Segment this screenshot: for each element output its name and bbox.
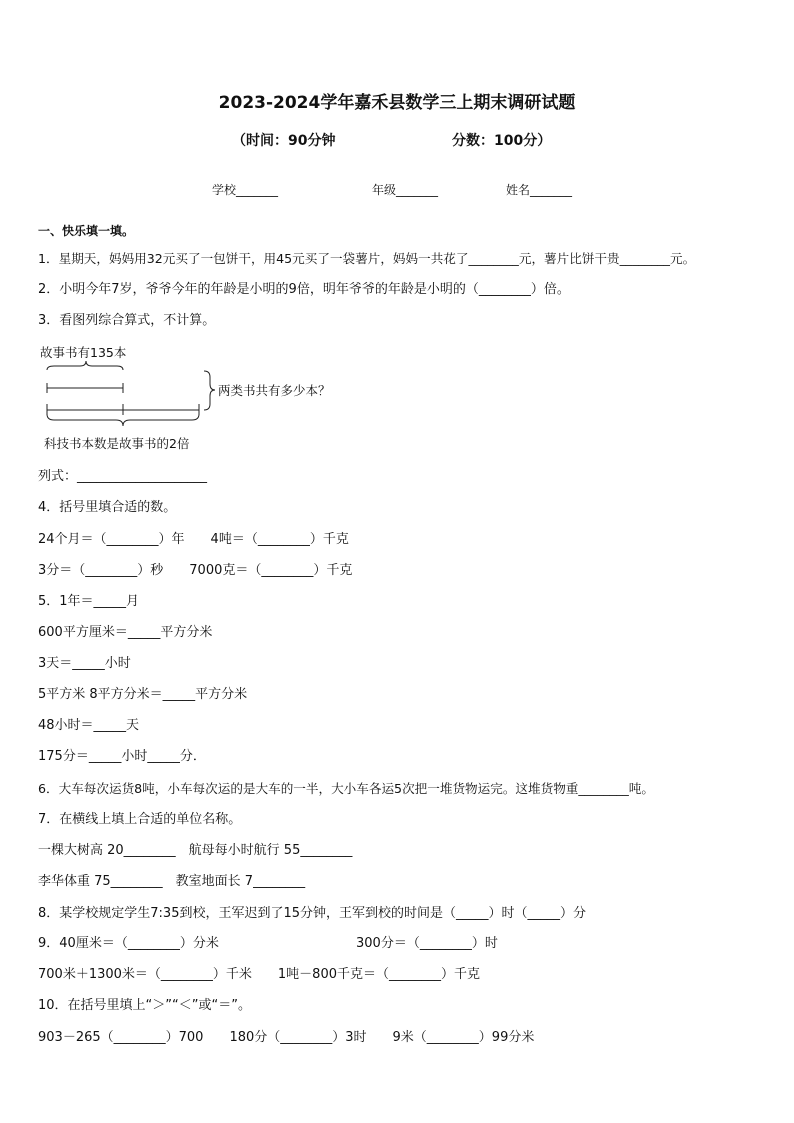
name-field[interactable]: 姓名_______ xyxy=(506,183,573,197)
question-9a-left: 9．40厘米＝（________）分米 xyxy=(38,936,219,951)
question-5: 5．1年＝_____月 xyxy=(38,594,140,609)
question-4: 4．括号里填合适的数。 xyxy=(38,500,177,515)
question-4a: 24个月＝（________）年 4吨＝（________）千克 xyxy=(38,532,349,547)
section-heading: 一、快乐填一填。 xyxy=(38,224,135,238)
question-6: 6．大车每次运货8吨，小车每次运的是大车的一半，大小车各运5次把一堆货物运完。这堆货物重________吨。 xyxy=(38,781,654,796)
question-1: 1．星期天，妈妈用32元买了一包饼干，用45元买了一袋薯片，妈妈一共花了________元，薯片比饼干贵________元。 xyxy=(38,251,696,266)
question-7a: 一棵大树高 20________ 航母每小时航行 55________ xyxy=(38,843,353,858)
school-field[interactable]: 学校_______ xyxy=(212,183,279,197)
exam-time: （时间：90分钟 xyxy=(232,133,336,149)
question-10a: 903－265（________）700 180分（________）3时 9米（________）99分米 xyxy=(38,1030,535,1045)
bottom-brace xyxy=(47,414,199,426)
diagram-bottom-label: 科技书本数是故事书的2倍 xyxy=(44,436,190,451)
question-5e: 175分＝_____小时_____分． xyxy=(38,749,206,764)
grade-field[interactable]: 年级_______ xyxy=(372,183,439,197)
question-9a-right: 300分＝（________）时 xyxy=(356,936,498,951)
page-title: 2023-2024学年嘉禾县数学三上期末调研试题 xyxy=(218,93,576,113)
question-7b: 李华体重 75________ 教室地面长 7________ xyxy=(38,874,306,889)
question-7: 7．在横线上填上合适的单位名称。 xyxy=(38,812,242,827)
question-4b: 3分＝（________）秒 7000克＝（________）千克 xyxy=(38,563,353,578)
question-5b: 3天＝_____小时 xyxy=(38,656,131,671)
question-5a: 600平方厘米＝_____平方分米 xyxy=(38,625,213,640)
right-brace xyxy=(204,371,215,410)
question-9b: 700米＋1300米＝（________）千米 1吨－800千克＝（________）千克 xyxy=(38,967,480,982)
question-3-answer[interactable]: 列式：____________________ xyxy=(38,469,208,484)
question-5c: 5平方米 8平方分米＝_____平方分米 xyxy=(38,687,248,702)
question-10: 10．在括号里填上“＞”“＜”或“＝”。 xyxy=(38,998,251,1013)
diagram-top-label: 故事书有135本 xyxy=(40,345,127,360)
question-3: 3．看图列综合算式，不计算。 xyxy=(38,313,216,328)
question-2: 2．小明今年7岁，爷爷今年的年龄是小明的9倍，明年爷爷的年龄是小明的（________）倍。 xyxy=(38,282,570,297)
question-5d: 48小时＝_____天 xyxy=(38,718,140,733)
exam-score: 分数：100分） xyxy=(452,133,552,149)
diagram-right-label: 两类书共有多少本？ xyxy=(218,383,331,398)
question-8: 8．某学校规定学生7:35到校，王军迟到了15分钟，王军到校的时间是（_____）时（_____）分 xyxy=(38,906,587,921)
top-brace xyxy=(47,361,123,370)
